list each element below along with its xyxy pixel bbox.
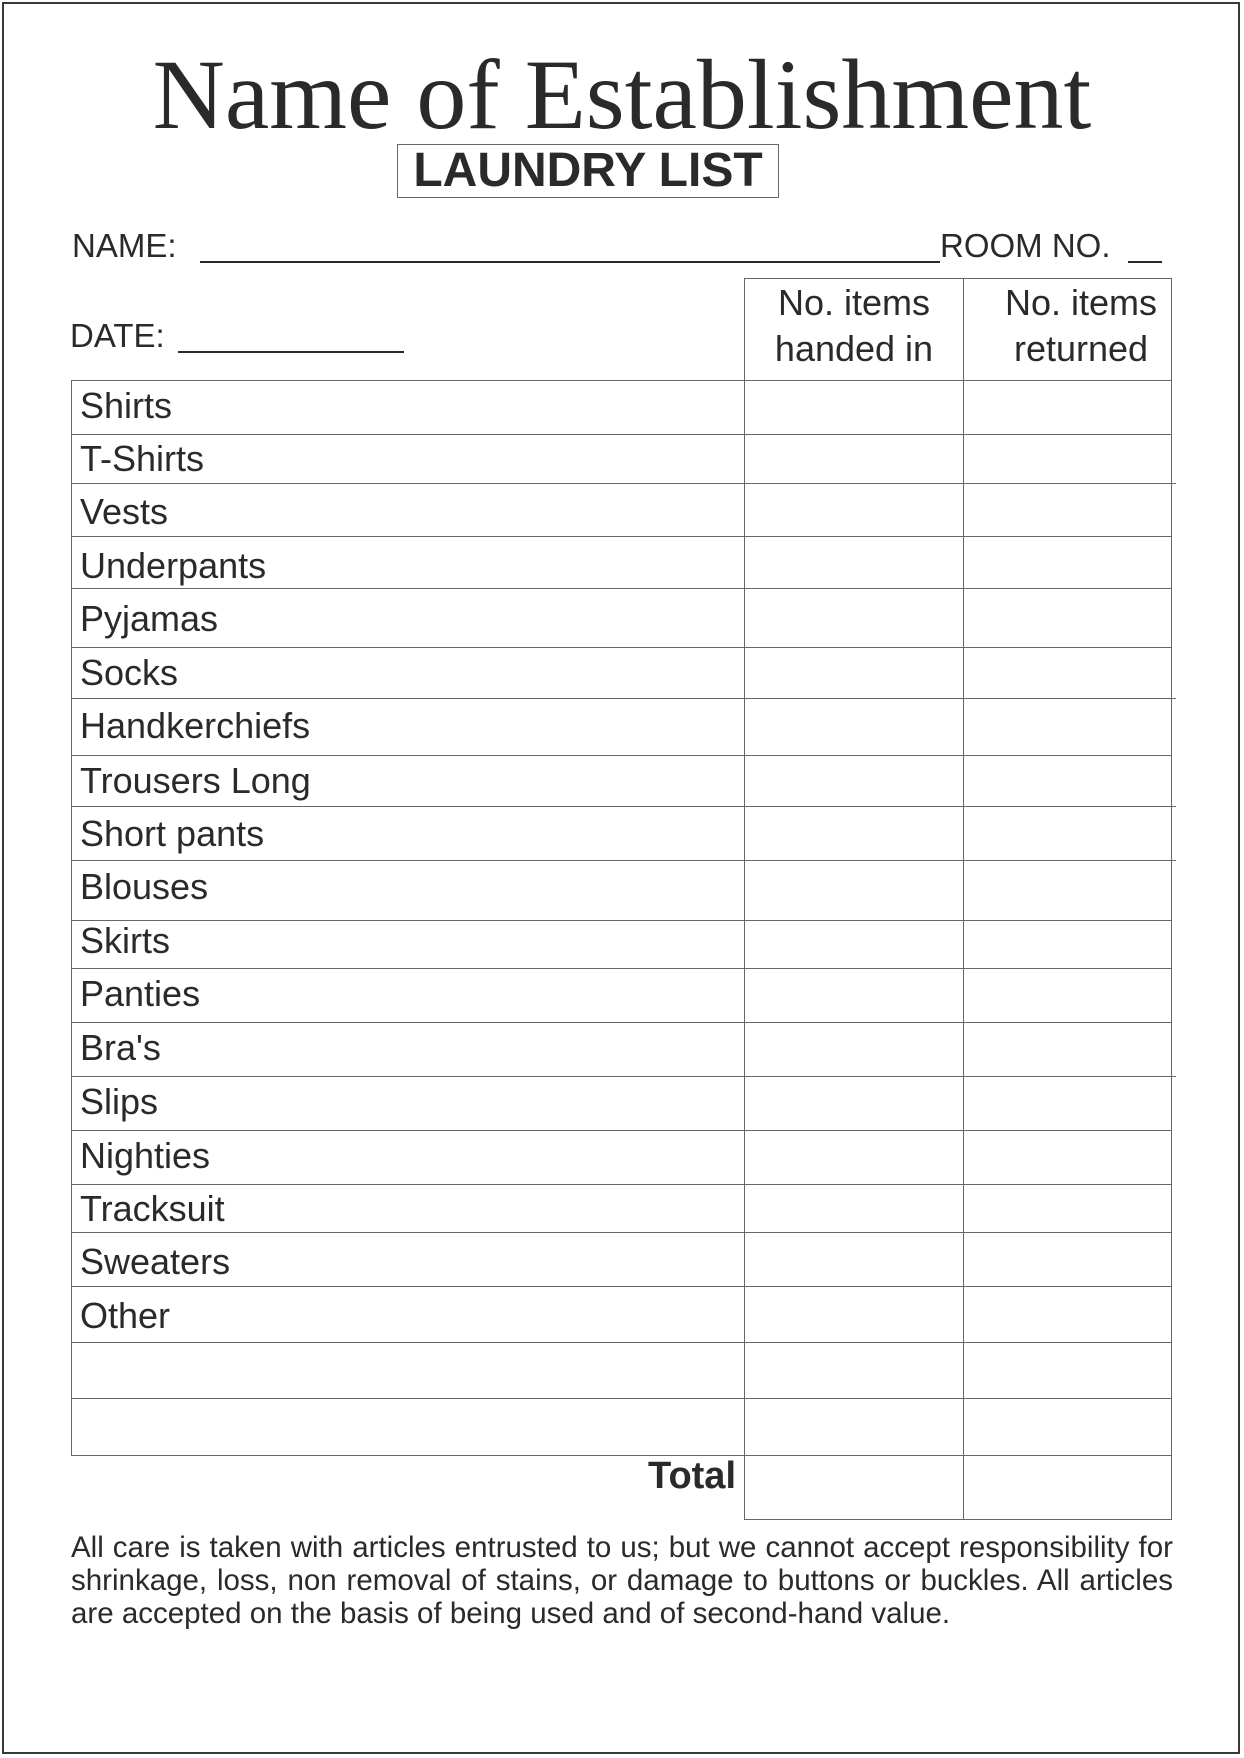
col-returned-line-2: returned bbox=[1013, 328, 1149, 369]
row-line bbox=[71, 536, 1172, 537]
row-label-trousers-long: Trousers Long bbox=[80, 760, 311, 801]
room-no-field[interactable] bbox=[1128, 261, 1162, 263]
row-line bbox=[71, 1130, 1172, 1131]
total-label: Total bbox=[648, 1455, 736, 1497]
row-label-underpants: Underpants bbox=[80, 545, 267, 586]
header-top-border bbox=[744, 278, 1172, 279]
row-line bbox=[71, 920, 1172, 921]
row-label-t-shirts: T-Shirts bbox=[80, 438, 205, 479]
row-label-pyjamas: Pyjamas bbox=[80, 598, 219, 639]
row-line bbox=[71, 483, 1176, 484]
date-label: DATE: bbox=[70, 317, 165, 354]
row-line bbox=[71, 380, 1172, 381]
row-label-short-pants: Short pants bbox=[80, 813, 265, 854]
row-line bbox=[71, 698, 1176, 699]
col-divider-1 bbox=[744, 278, 745, 1520]
row-line bbox=[71, 1232, 1172, 1233]
name-label: NAME: bbox=[72, 227, 177, 264]
row-label-nighties: Nighties bbox=[80, 1135, 211, 1176]
row-line bbox=[71, 1184, 1172, 1185]
row-line bbox=[71, 860, 1176, 861]
row-label-slips: Slips bbox=[80, 1081, 159, 1122]
row-line bbox=[71, 434, 1172, 435]
row-label-other: Other bbox=[80, 1295, 171, 1336]
col-returned-line-1: No. items bbox=[1004, 282, 1158, 323]
establishment-name: Name of Establishment bbox=[152, 39, 1092, 150]
row-line bbox=[71, 1022, 1172, 1023]
disclaimer-text: All care is taken with articles entrusted to us; but we cannot accept responsibility for shrinkage, loss, non removal of stains, or damage to buttons or buckles. All articles are accepted on the basis of being used and of second-hand value. bbox=[71, 1531, 1173, 1630]
row-line bbox=[71, 968, 1172, 969]
row-line bbox=[71, 1342, 1172, 1343]
row-line bbox=[71, 1286, 1172, 1287]
row-line bbox=[71, 588, 1172, 589]
row-label-blouses: Blouses bbox=[80, 866, 209, 907]
name-field[interactable] bbox=[200, 261, 940, 263]
row-label-socks: Socks bbox=[80, 652, 179, 693]
row-label-tracksuit: Tracksuit bbox=[80, 1188, 225, 1229]
row-line bbox=[71, 1076, 1176, 1077]
row-label-skirts: Skirts bbox=[80, 920, 170, 961]
row-line bbox=[71, 755, 1172, 756]
row-line bbox=[71, 647, 1172, 648]
col-returned-header bbox=[963, 280, 1199, 372]
form-title: LAUNDRY LIST bbox=[397, 144, 779, 198]
row-label-sweaters: Sweaters bbox=[80, 1241, 231, 1282]
date-field[interactable] bbox=[178, 351, 404, 353]
row-label-vests: Vests bbox=[80, 491, 169, 532]
row-label-panties: Panties bbox=[80, 973, 201, 1014]
room-no-label: ROOM NO. bbox=[940, 227, 1111, 264]
col-divider-2 bbox=[963, 278, 964, 1520]
row-label-bras: Bra's bbox=[80, 1027, 161, 1068]
table-left-border bbox=[71, 380, 72, 1455]
total-bottom-border bbox=[744, 1519, 1172, 1520]
col-handed-in-line-2: handed in bbox=[774, 328, 934, 369]
row-line bbox=[71, 806, 1176, 807]
row-line bbox=[71, 1398, 1172, 1399]
col-handed-in-header bbox=[744, 280, 964, 372]
col-handed-in-line-1: No. items bbox=[777, 282, 931, 323]
row-label-shirts: Shirts bbox=[80, 385, 173, 426]
table-right-border bbox=[1171, 278, 1172, 1520]
row-label-handkerchiefs: Handkerchiefs bbox=[80, 705, 311, 746]
